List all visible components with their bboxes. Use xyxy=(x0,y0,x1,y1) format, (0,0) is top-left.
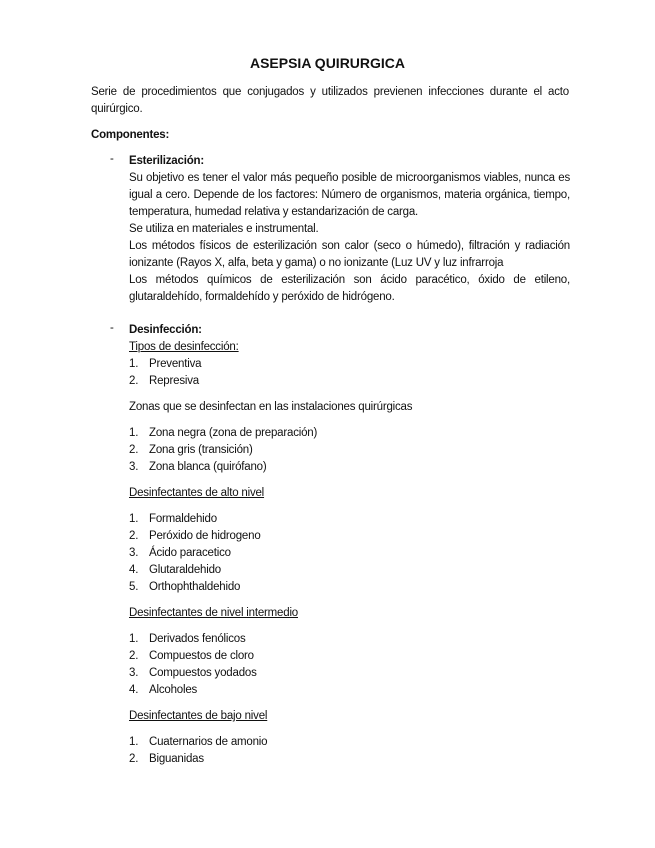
paragraph: Se utiliza en materiales e instrumental. xyxy=(129,223,319,235)
components-heading: Componentes: xyxy=(91,129,170,141)
intro-paragraph: Serie de procedimientos que conjugados y utilizados previenen infecciones durante el acto quirúrgico. xyxy=(91,86,569,115)
section-body xyxy=(129,170,570,306)
subheading-nivel-intermedio: Desinfectantes de nivel intermedio xyxy=(129,607,298,619)
list-item: 2. Compuestos de cloro xyxy=(129,650,254,662)
list-item: 3. Compuestos yodados xyxy=(129,667,257,679)
list-item: 2. Represiva xyxy=(129,375,199,387)
list-item: 5. Orthophthaldehido xyxy=(129,581,241,593)
list-nivel-intermedio xyxy=(129,631,570,699)
list-alto-nivel xyxy=(129,511,570,596)
subheading-alto-nivel: Desinfectantes de alto nivel xyxy=(129,487,265,499)
subheading-zonas: Zonas que se desinfectan en las instalaciones quirúrgicas xyxy=(129,401,413,413)
section-heading: Desinfección: xyxy=(129,324,202,336)
list-item: 3. Zona blanca (quirófano) xyxy=(129,461,267,473)
section-desinfeccion xyxy=(110,322,570,768)
list-item: 2. Biguanidas xyxy=(129,753,204,765)
list-item: 4. Glutaraldehido xyxy=(129,564,222,576)
list-bajo-nivel xyxy=(129,734,570,768)
list-item: 4. Alcoholes xyxy=(129,684,198,696)
paragraph: Los métodos químicos de esterilización son ácido paracético, óxido de etileno, glutaraldehído, formaldehído y peróxido de hidrógeno. xyxy=(129,274,570,303)
list-item: 1. Formaldehido xyxy=(129,513,217,525)
section-heading: Esterilización: xyxy=(129,155,204,167)
paragraph: Su objetivo es tener el valor más pequeño posible de microorganismos viables, nunca es igual a cero. Depende de los factores: Número de organismos, materia orgánica, tiempo, temperatura, humedad relativa y estandarización de carga. xyxy=(129,172,570,218)
list-item: 2. Peróxido de hidrogeno xyxy=(129,530,261,542)
list-item: 3. Ácido paracetico xyxy=(129,547,231,559)
subheading-bajo-nivel: Desinfectantes de bajo nivel xyxy=(129,710,268,722)
paragraph: Los métodos físicos de esterilización son calor (seco o húmedo), filtración y radiación ionizante (Rayos X, alfa, beta y gama) o no ionizante (Luz UV y luz infrarroja xyxy=(129,240,570,269)
document-title: ASEPSIA QUIRURGICA xyxy=(249,55,406,71)
list-tipos xyxy=(129,356,570,390)
list-item: 1. Preventiva xyxy=(129,358,202,370)
list-item: 1. Derivados fenólicos xyxy=(129,633,246,645)
list-zonas xyxy=(129,425,570,476)
subheading-tipos: Tipos de desinfección: xyxy=(129,341,239,353)
section-esterilizacion xyxy=(110,153,570,306)
bullet-dash: - xyxy=(110,322,114,334)
bullet-dash: - xyxy=(110,153,114,165)
list-item: 1. Zona negra (zona de preparación) xyxy=(129,427,318,439)
list-item: 2. Zona gris (transición) xyxy=(129,444,253,456)
list-item: 1. Cuaternarios de amonio xyxy=(129,736,268,748)
section-body xyxy=(129,339,570,768)
